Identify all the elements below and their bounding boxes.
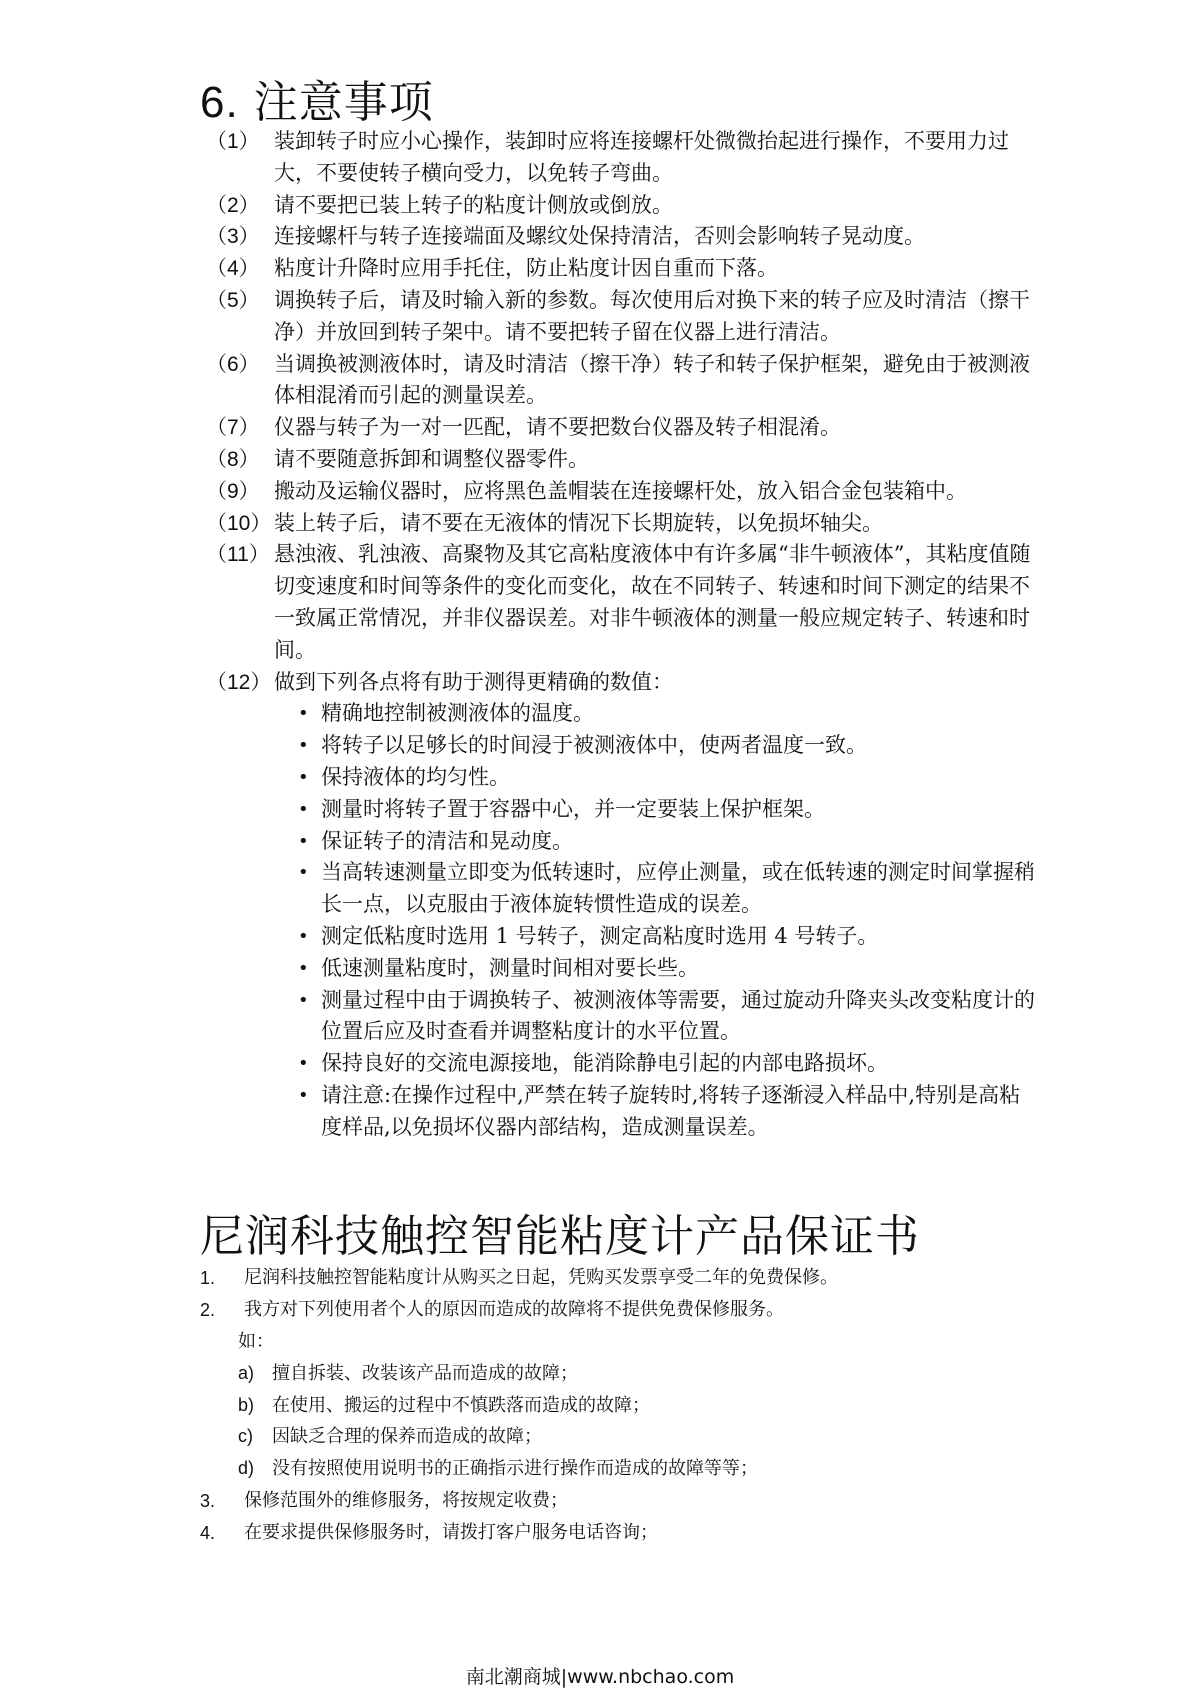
bullet-item bbox=[298, 1080, 1040, 1144]
note-item bbox=[206, 539, 1046, 666]
note-item bbox=[206, 253, 1046, 285]
bullet-dot-icon: • bbox=[298, 1084, 309, 1106]
note-label: （5） bbox=[206, 288, 260, 312]
section-title: 注意事项 bbox=[253, 77, 434, 128]
bullet-item bbox=[298, 794, 1040, 826]
bullet-text: 当高转速测量立即变为低转速时，应停止测量，或在低转速的测定时间掌握稍长一点，以克服由于液体旋转惯性造成的误差。 bbox=[321, 860, 1035, 917]
note-text: 请不要把已装上转子的粘度计侧放或倒放。 bbox=[274, 192, 673, 217]
notes-list bbox=[206, 126, 1046, 1144]
note-label: （10） bbox=[206, 511, 272, 535]
warranty-subitem bbox=[200, 1358, 1040, 1390]
note-label: （9） bbox=[206, 479, 260, 503]
note-text: 仪器与转子为一对一匹配，请不要把数台仪器及转子相混淆。 bbox=[274, 415, 841, 440]
bullet-item bbox=[298, 730, 1040, 762]
bullet-dot-icon: • bbox=[298, 766, 309, 788]
subitem-text: 在使用、搬运的过程中不慎跌落而造成的故障； bbox=[272, 1394, 650, 1416]
warranty-list bbox=[200, 1262, 1040, 1549]
note-item bbox=[206, 667, 1046, 699]
warranty-item bbox=[200, 1262, 1040, 1294]
warranty-item-number: 3. bbox=[200, 1490, 216, 1511]
warranty-title: 尼润科技触控智能粘度计产品保证书 bbox=[200, 1211, 920, 1262]
note-text: 搬动及运输仪器时，应将黑色盖帽装在连接螺杆处，放入铝合金包装箱中。 bbox=[274, 478, 967, 503]
note-item bbox=[206, 508, 1046, 540]
note-text: 请不要随意拆卸和调整仪器零件。 bbox=[274, 446, 589, 471]
warranty-item-text: 尼润科技触控智能粘度计从购买之日起，凭购买发票享受二年的免费保修。 bbox=[244, 1267, 838, 1288]
bullet-dot-icon: • bbox=[298, 1053, 309, 1075]
subitem-text: 没有按照使用说明书的正确指示进行操作而造成的故障等等； bbox=[272, 1458, 758, 1480]
note-text: 当调换被测液体时，请及时清洁（擦干净）转子和转子保护框架，避免由于被测液体相混淆而引起的测量误差。 bbox=[274, 351, 1030, 408]
bullet-item bbox=[298, 698, 1040, 730]
warranty-item bbox=[200, 1517, 1040, 1549]
note-text: 装卸转子时应小心操作，装卸时应将连接螺杆处微微抬起进行操作，不要用力过大，不要使转子横向受力，以免转子弯曲。 bbox=[274, 129, 1009, 185]
bullet-text: 测量时将转子置于容器中心，并一定要装上保护框架。 bbox=[321, 796, 825, 821]
note-label: （1） bbox=[206, 130, 260, 153]
footer-text: 南北潮商城|www.nbchao.com bbox=[465, 1666, 735, 1688]
bullet-list bbox=[298, 698, 1040, 1143]
bullet-item bbox=[298, 953, 1040, 985]
subitem-label: c) bbox=[238, 1426, 253, 1447]
note-item bbox=[206, 412, 1046, 444]
example-label: 如： bbox=[238, 1331, 274, 1352]
note-item bbox=[206, 126, 1046, 190]
note-label: （7） bbox=[206, 416, 260, 440]
section-heading bbox=[200, 66, 434, 130]
bullet-dot-icon: • bbox=[298, 989, 309, 1011]
note-text: 调换转子后，请及时输入新的参数。每次使用后对换下来的转子应及时清洁（擦干净）并放回到转子架中。请不要把转子留在仪器上进行清洁。 bbox=[274, 287, 1030, 344]
bullet-text: 低速测量粘度时，测量时间相对要长些。 bbox=[321, 955, 699, 980]
note-label: （8） bbox=[206, 447, 260, 471]
footer-site-link[interactable] bbox=[0, 1662, 1200, 1689]
bullet-dot-icon: • bbox=[298, 957, 309, 979]
warranty-item-number: 1. bbox=[200, 1268, 216, 1288]
note-label: （2） bbox=[206, 193, 260, 217]
bullet-dot-icon: • bbox=[298, 735, 309, 757]
bullet-item bbox=[298, 921, 1040, 953]
bullet-text: 将转子以足够长的时间浸于被测液体中，使两者温度一致。 bbox=[321, 733, 867, 758]
bullet-text: 保持良好的交流电源接地，能消除静电引起的内部电路损坏。 bbox=[321, 1051, 888, 1076]
subitem-text: 擅自拆装、改装该产品而造成的故障； bbox=[272, 1363, 578, 1384]
bullet-dot-icon: • bbox=[298, 703, 309, 725]
warranty-item-text: 在要求提供保修服务时，请拨打客户服务电话咨询； bbox=[244, 1521, 658, 1543]
note-text: 粘度计升降时应用手托住，防止粘度计因自重而下落。 bbox=[274, 256, 778, 281]
bullet-text: 测量过程中由于调换转子、被测液体等需要，通过旋动升降夹头改变粘度计的位置后应及时查看并调整粘度计的水平位置。 bbox=[321, 987, 1035, 1044]
warranty-subitem bbox=[200, 1390, 1040, 1422]
warranty-subitem bbox=[200, 1421, 1040, 1453]
bullet-item bbox=[298, 762, 1040, 794]
bullet-dot-icon: • bbox=[298, 862, 309, 884]
note-label: （11） bbox=[206, 543, 270, 567]
bullet-text: 保持液体的均匀性。 bbox=[321, 764, 510, 789]
subitem-label: d) bbox=[238, 1458, 255, 1479]
note-item bbox=[206, 349, 1046, 413]
bullet-dot-icon: • bbox=[298, 830, 309, 852]
bullet-item bbox=[298, 826, 1040, 858]
note-item bbox=[206, 221, 1046, 253]
bullet-text: 保证转子的清洁和晃动度。 bbox=[321, 828, 573, 853]
warranty-item-text: 保修范围外的维修服务，将按规定收费； bbox=[244, 1489, 568, 1511]
warranty-item bbox=[200, 1294, 1040, 1326]
warranty-subitem bbox=[200, 1453, 1040, 1485]
bullet-item bbox=[298, 1048, 1040, 1080]
warranty-item-text: 我方对下列使用者个人的原因而造成的故障将不提供免费保修服务。 bbox=[244, 1299, 784, 1320]
note-item bbox=[206, 285, 1046, 349]
note-text: 装上转子后，请不要在无液体的情况下长期旋转，以免损坏轴尖。 bbox=[274, 510, 883, 535]
warranty-item bbox=[200, 1485, 1040, 1517]
bullet-text: 精确地控制被测液体的温度。 bbox=[321, 701, 594, 726]
section-number: 6. bbox=[200, 78, 239, 127]
subitem-label: a) bbox=[238, 1363, 255, 1383]
subitem-text: 因缺乏合理的保养而造成的故障； bbox=[272, 1426, 542, 1448]
note-text: 做到下列各点将有助于测得更精确的数值： bbox=[274, 669, 673, 694]
note-text: 悬浊液、乳浊液、高聚物及其它高粘度液体中有许多属“非牛顿液体”，其粘度值随切变速度和时间等条件的变化而变化，故在不同转子、转速和时间下测定的结果不一致属正常情况，并非仪器误差。对非牛顿液体的测量一般应规定转子、转速和时间。 bbox=[274, 542, 1031, 662]
bullet-dot-icon: • bbox=[298, 798, 309, 820]
note-label: （12） bbox=[206, 670, 272, 694]
note-item bbox=[206, 444, 1046, 476]
warranty-item-number: 4. bbox=[200, 1522, 216, 1543]
bullet-item bbox=[298, 857, 1040, 921]
bullet-text: 请注意:在操作过程中,严禁在转子旋转时,将转子逐渐浸入样品中,特别是高粘度样品,以免损坏仪器内部结构，造成测量误差。 bbox=[321, 1082, 1021, 1139]
bullet-dot-icon: • bbox=[298, 925, 309, 947]
note-label: （6） bbox=[206, 352, 260, 376]
subitem-label: b) bbox=[238, 1394, 255, 1415]
bullet-text: 测定低粘度时选用 1 号转子，测定高粘度时选用 4 号转子。 bbox=[321, 923, 879, 948]
warranty-item-number: 2. bbox=[200, 1300, 216, 1320]
note-item bbox=[206, 190, 1046, 222]
note-text: 连接螺杆与转子连接端面及螺纹处保持清洁，否则会影响转子晃动度。 bbox=[274, 224, 925, 249]
note-label: （4） bbox=[206, 257, 260, 281]
note-label: （3） bbox=[206, 225, 260, 249]
bullet-item bbox=[298, 985, 1040, 1049]
note-item bbox=[206, 476, 1046, 508]
